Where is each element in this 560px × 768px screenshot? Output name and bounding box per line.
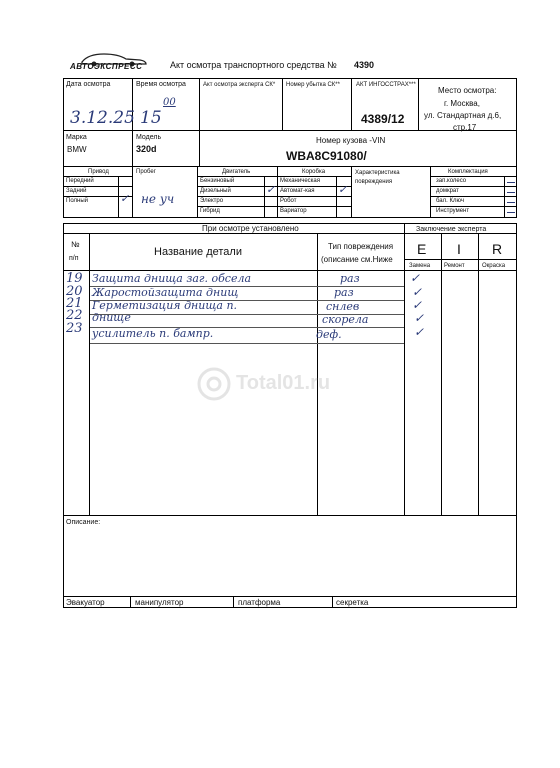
kit-label: Комплектация	[448, 169, 488, 175]
place-line3: стр.17	[453, 123, 477, 132]
model-value: 320d	[136, 144, 157, 154]
row-damage-type: деф.	[316, 328, 342, 341]
col-e-label: E	[417, 241, 427, 257]
mileage-value: не уч	[141, 192, 175, 206]
row-damage-type: скорела	[322, 313, 369, 326]
row-damage-type: раз	[340, 272, 360, 285]
description-label: Описание:	[66, 519, 101, 526]
drive-front: Передний	[66, 178, 94, 184]
row-damage-type: раз	[334, 286, 354, 299]
kit-jack: домкрат	[436, 188, 459, 194]
row-replace-check: ✓	[414, 311, 425, 325]
gearbox-auto-check: ✓	[338, 183, 348, 196]
place-line2: ул. Стандартная д.6,	[424, 111, 502, 120]
vin-label: Номер кузова -VIN	[316, 136, 386, 145]
vin-value: WBA8C91080/	[286, 149, 367, 163]
row-damage-type: снлев	[326, 300, 360, 313]
row-part-name: усилитель п. бампр.	[92, 327, 214, 340]
row-part-name: Жаростойзащита днищ	[92, 286, 239, 299]
page-title: Акт осмотра транспортного средства №	[170, 60, 337, 70]
loss-number-label: Номер убытка СК**	[286, 82, 340, 88]
watermark-logo-icon	[196, 366, 232, 402]
expert-conclusion-title: Заключение эксперта	[416, 226, 487, 233]
row-number: 21	[66, 296, 83, 311]
kit-dash-marks	[506, 178, 516, 216]
row-part-name: Герметизация днища п.	[92, 299, 238, 312]
gearbox-manual: Механическая	[280, 178, 321, 184]
row-replace-check: ✓	[414, 325, 425, 339]
watermark-text: Total01.ru	[236, 372, 331, 394]
col-i-label: I	[457, 241, 461, 257]
kit-tools: Инструмент	[436, 208, 470, 214]
platform-label: платформа	[238, 598, 281, 607]
brand-value: BMW	[67, 145, 87, 154]
sekretka-label: секретка	[336, 598, 369, 607]
col-no-label-2: п/п	[69, 255, 79, 262]
row-number: 19	[66, 271, 83, 286]
row-number: 20	[66, 284, 83, 299]
damage-char-label-2: повреждения	[355, 179, 393, 185]
col-replace-label: Замена	[409, 263, 431, 269]
time-value: 15	[140, 108, 162, 128]
row-number: 22	[66, 308, 83, 323]
engine-diesel-check: ✓	[266, 183, 276, 196]
place-label: Место осмотра:	[438, 86, 497, 95]
drive-label: Привод	[88, 169, 109, 175]
expert-act-label: Акт осмотра эксперта СК*	[203, 82, 276, 88]
engine-diesel: Дизельный	[200, 188, 231, 194]
row-number: 23	[66, 321, 83, 336]
time-minutes: 00	[163, 97, 176, 108]
col-r-label: R	[492, 241, 503, 257]
col-damage-type-label-2: (описание см.Ниже	[321, 255, 393, 264]
gearbox-label: Коробка	[302, 169, 326, 175]
col-no-label-1: №	[71, 240, 80, 249]
kit-spare: зап.колесо	[436, 178, 467, 184]
gearbox-auto: Автомат-кая	[280, 188, 315, 194]
col-paint-label: Окраска	[482, 263, 506, 269]
gearbox-variator: Вариатор	[280, 208, 307, 214]
drive-full: Полный	[66, 198, 88, 204]
engine-electric: Электро	[200, 198, 224, 204]
damages-section-title: При осмотре установлено	[202, 224, 299, 233]
engine-hybrid: Гибрид	[200, 208, 220, 214]
damage-char-label-1: Характеристика	[355, 170, 400, 176]
drive-full-check: ✓	[120, 192, 130, 205]
brand-label: Марка	[66, 134, 87, 141]
engine-petrol: Бензиновый	[200, 178, 235, 184]
ingosstrakh-value: 4389/12	[361, 112, 405, 126]
gearbox-robot: Робот	[280, 198, 297, 204]
logo-text: АВТОЭКСПРЕСС	[70, 62, 143, 71]
kit-key: бал. Ключ	[436, 198, 464, 204]
drive-rear: Задний	[66, 188, 87, 194]
date-value: 3.12.25	[70, 108, 135, 128]
place-line1: г. Москва,	[444, 99, 480, 108]
evacuator-label: Эвакуатор	[66, 598, 105, 607]
row-replace-check: ✓	[412, 285, 423, 299]
engine-label: Двигатель	[222, 169, 251, 175]
ingosstrakh-label: АКТ ИНГОССТРАХ***	[356, 82, 416, 88]
model-label: Модель	[136, 134, 162, 141]
manipulator-label: манипулятор	[135, 598, 184, 607]
mileage-label: Пробег	[136, 169, 156, 175]
col-part-name-label: Название детали	[154, 246, 242, 258]
col-damage-type-label-1: Тип повреждения	[328, 242, 394, 251]
date-label: Дата осмотра	[66, 81, 111, 88]
row-part-name: днище	[92, 311, 131, 324]
act-number: 4390	[354, 60, 375, 70]
col-repair-label: Ремонт	[444, 263, 465, 269]
time-label: Время осмотра	[136, 81, 186, 88]
row-part-name: Защита днища заг. обсела	[92, 272, 252, 285]
row-replace-check: ✓	[410, 271, 421, 285]
row-replace-check: ✓	[412, 298, 423, 312]
